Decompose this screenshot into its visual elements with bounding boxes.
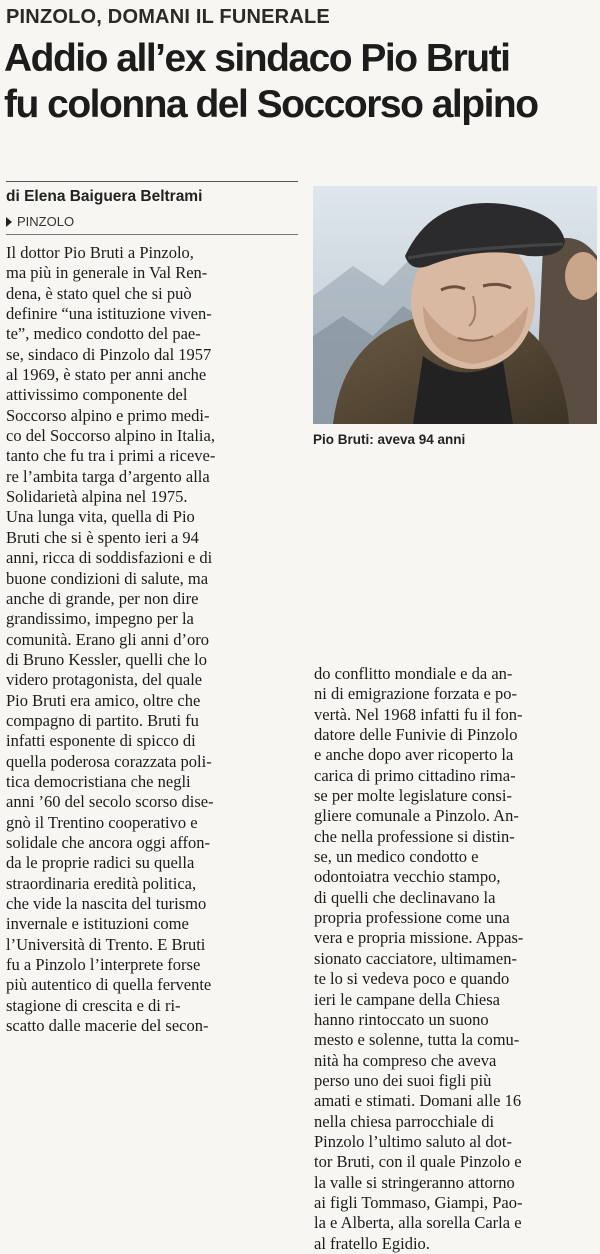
text-line: gliere comunale a Pinzolo. An-: [314, 806, 519, 826]
text-line: di quelli che declinavano la: [314, 887, 496, 907]
text-line: al fratello Egidio.: [314, 1233, 430, 1253]
text-line: solidale che ancora oggi affon-: [6, 832, 211, 852]
text-line: la e Alberta, alla sorella Carla e: [314, 1213, 522, 1233]
text-line: ma più in generale in Val Ren-: [6, 263, 208, 283]
text-line: ni di emigrazione forzata e po-: [314, 684, 517, 704]
text-line: nella chiesa parrocchiale di: [314, 1111, 495, 1131]
text-line: e anche dopo aver ricoperto la: [314, 745, 514, 765]
text-line: dena, è stato quel che si può: [6, 283, 192, 303]
text-line: infatti esponente di spicco di: [6, 731, 196, 751]
text-line: tica democristiana che negli: [6, 771, 191, 791]
text-line: gnò il Trentino cooperativo e: [6, 812, 198, 832]
headline: [4, 36, 596, 128]
text-line: hanno rintoccato un suono: [314, 1009, 489, 1029]
text-line: da le proprie radici su quella: [6, 853, 195, 873]
text-line: Il dottor Pio Bruti a Pinzolo,: [6, 243, 194, 262]
text-line: se per molte legislature consi-: [314, 786, 512, 806]
text-line: definire “una istituzione viven-: [6, 304, 212, 324]
text-line: che vide la nascita del turismo: [6, 894, 207, 913]
text-line: propria professione come una: [314, 908, 510, 928]
text-line: grandissimo, impegno per la: [6, 609, 194, 629]
portrait-illustration: [313, 186, 597, 424]
text-line: carica di primo cittadino rima-: [314, 765, 516, 785]
text-line: Pio Bruti era amico, oltre che: [6, 690, 201, 710]
text-line: stagione di crescita e di ri-: [6, 995, 181, 1015]
text-line: attivissimo componente del: [6, 385, 188, 405]
text-line: scatto dalle macerie del secon-: [6, 1016, 209, 1036]
text-line: nità ha compreso che aveva: [314, 1050, 497, 1070]
byline-rule: [6, 181, 298, 182]
text-line: vera e propria missione. Appas-: [314, 928, 524, 948]
text-line: di Bruno Kessler, quelli che lo: [6, 649, 207, 669]
article-column-right: [314, 664, 598, 1254]
dateline: [6, 214, 74, 229]
text-line: più autentico di quella fervente: [6, 975, 212, 995]
text-line: te lo si vedeva poco e quando: [314, 969, 510, 989]
text-line: l’Università di Trento. E Bruti: [6, 934, 206, 954]
text-line: Bruti che si è spento ieri a 94: [6, 527, 199, 547]
text-line: do conflitto mondiale e da an-: [314, 664, 513, 683]
text-line: re l’ambita targa d’argento alla: [6, 466, 210, 486]
photo-caption: Pio Bruti: aveva 94 anni: [313, 432, 466, 447]
text-line: ai figli Tommaso, Giampi, Pao-: [314, 1192, 523, 1212]
text-line: vertà. Nel 1968 infatti fu il fon-: [314, 704, 523, 724]
text-line: te”, medico condotto del pae-: [6, 324, 201, 344]
text-line: datore delle Funivie di Pinzolo: [314, 725, 518, 745]
text-line: comunità. Erano gli anni d’oro: [6, 629, 209, 649]
text-line: invernale e istituzioni come: [6, 914, 189, 934]
text-line: videro protagonista, del quale: [6, 670, 203, 690]
text-line: al 1969, è stato per anni anche: [6, 365, 207, 385]
text-line: tor Bruti, con il quale Pinzolo e: [314, 1152, 522, 1172]
text-line: ieri le campane della Chiesa: [314, 989, 500, 1009]
text-line: Una lunga vita, quella di Pio: [6, 507, 195, 527]
dateline-rule: [6, 234, 298, 235]
text-line: buone condizioni di salute, ma: [6, 568, 209, 588]
text-line: tanto che fu tra i primi a riceve-: [6, 446, 216, 466]
headline-line-2: fu colonna del Soccorso alpino: [4, 83, 538, 126]
text-line: anche di grande, per non dire: [6, 588, 199, 608]
text-line: perso uno dei suoi figli più: [314, 1070, 492, 1090]
text-line: Pinzolo l’ultimo saluto al dot-: [314, 1131, 512, 1151]
byline: di Elena Baiguera Beltrami: [6, 188, 203, 205]
dateline-text: PINZOLO: [17, 214, 75, 229]
kicker: PINZOLO, DOMANI IL FUNERALE: [6, 6, 330, 28]
text-line: odontoiatra vecchio stampo,: [314, 867, 501, 887]
text-line: sionato cacciatore, ultimamen-: [314, 948, 517, 968]
text-line: anni, ricca di soddisfazioni e di: [6, 548, 213, 568]
dateline-marker-icon: [6, 217, 12, 227]
text-line: se, un medico condotto e: [314, 847, 479, 867]
text-line: amati e stimati. Domani alle 16: [314, 1091, 522, 1111]
headline-line-1: Addio all’ex sindaco Pio Bruti: [4, 37, 510, 80]
article-column-left: [6, 243, 298, 1036]
text-line: che nella professione si distin-: [314, 826, 515, 846]
text-line: compagno di partito. Bruti fu: [6, 710, 199, 730]
article-photo: [313, 186, 597, 424]
text-line: fu a Pinzolo l’interprete forse: [6, 955, 201, 975]
text-line: Soccorso alpino e primo medi-: [6, 405, 210, 425]
text-line: Solidarietà alpina nel 1975.: [6, 487, 188, 507]
text-line: straordinaria eredità politica,: [6, 873, 197, 893]
text-line: quella poderosa corazzata poli-: [6, 751, 212, 771]
text-line: la valle si stringeranno attorno: [314, 1172, 515, 1192]
text-line: mesto e solenne, tutta la comu-: [314, 1030, 520, 1050]
text-line: se, sindaco di Pinzolo dal 1957: [6, 344, 212, 364]
text-line: anni ’60 del secolo scorso dise-: [6, 792, 214, 812]
text-line: co del Soccorso alpino in Italia,: [6, 426, 215, 446]
